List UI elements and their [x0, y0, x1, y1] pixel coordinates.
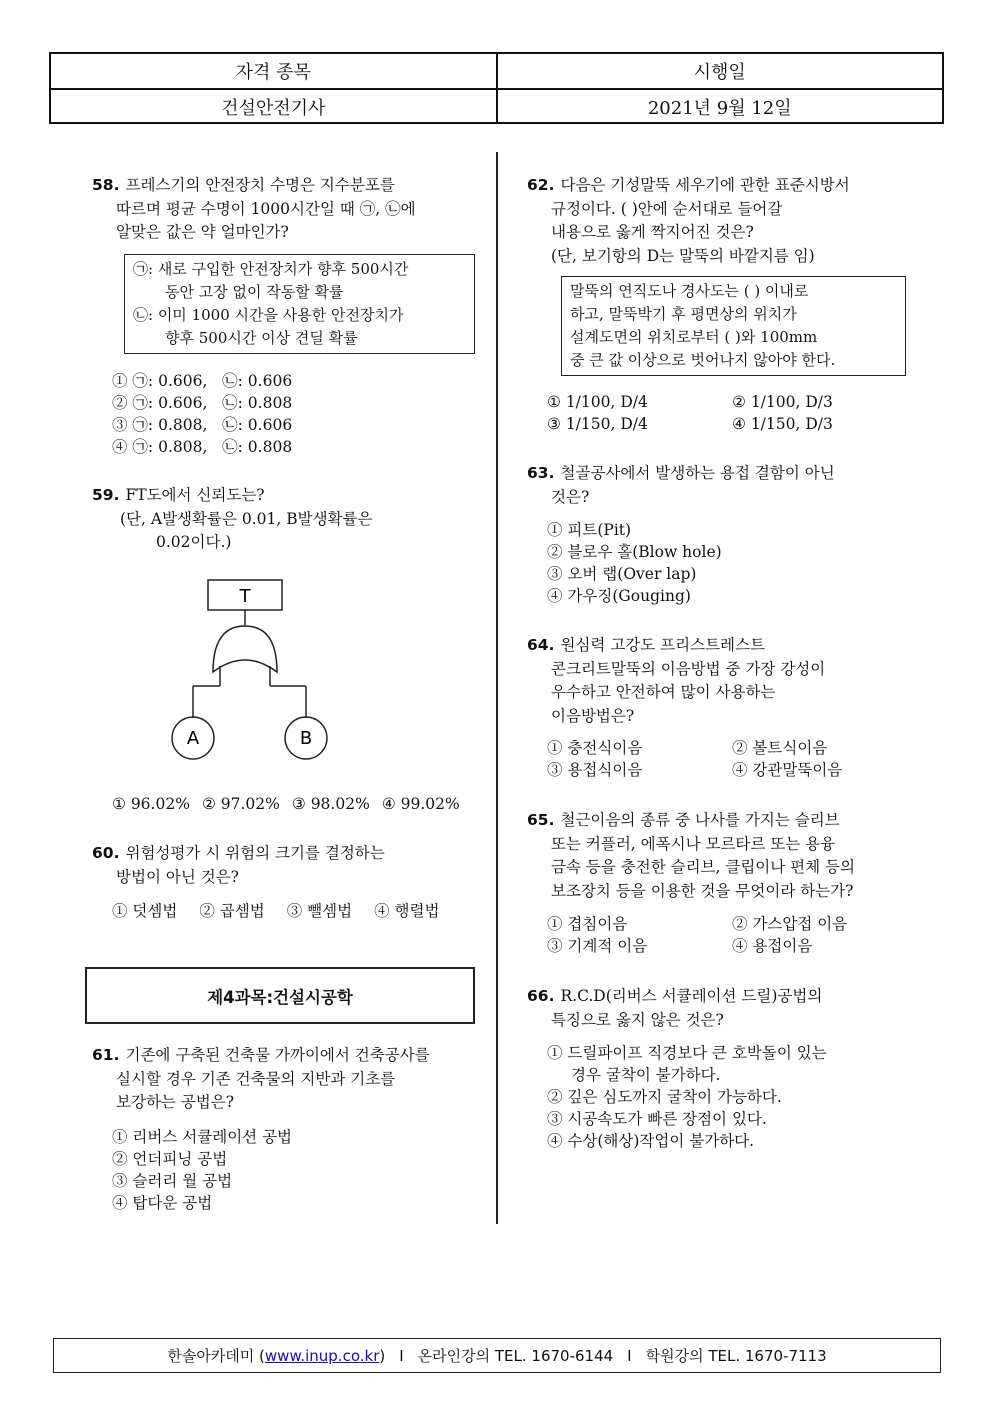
- or-gate-symbol: [213, 626, 277, 672]
- fault-tree-diagram: [160, 574, 340, 770]
- footer-website-link[interactable]: www.inup.co.kr: [264, 1346, 380, 1365]
- option[interactable]: ① 피트(Pit): [547, 521, 632, 539]
- question-text: 따르며 평균 수명이 1000시간일 때 ㉠, ㉡에: [116, 199, 416, 218]
- question-text: 보조장치 등을 이용한 것을 무엇이라 하는가?: [551, 881, 854, 900]
- question-text: 우수하고 안전하여 많이 사용하는: [551, 683, 776, 701]
- question-text: 방법이 아닌 것은?: [116, 867, 239, 886]
- header-qualification-label: 자격 종목: [235, 62, 311, 83]
- footer-online-phone: 온라인강의 TEL. 1670-6144: [417, 1347, 614, 1365]
- question-63: [527, 462, 927, 509]
- question-number: 59.: [92, 486, 120, 504]
- question-number: 62.: [527, 176, 555, 194]
- option[interactable]: ② 언더피닝 공법: [112, 1150, 228, 1168]
- question-58: [92, 174, 487, 245]
- option[interactable]: ② 곱셈법: [199, 902, 265, 920]
- condition-text: 하고, 말뚝박기 후 평면상의 위치가: [570, 305, 797, 323]
- question-text: (단, 보기항의 D는 말뚝의 바깥지름 임): [551, 246, 815, 265]
- option[interactable]: ① 겹침이음: [547, 915, 628, 933]
- option[interactable]: ① 드릴파이프 직경보다 큰 호박돌이 있는: [547, 1044, 827, 1062]
- question-59: [92, 484, 487, 555]
- question-number: 60.: [92, 844, 120, 862]
- question-64: [527, 634, 927, 728]
- question-number: 66.: [527, 987, 555, 1005]
- option[interactable]: ② ㉠: 0.606, ㉡: 0.808: [112, 394, 293, 412]
- condition-text: 말뚝의 연직도나 경사도는 ( ) 이내로: [570, 282, 809, 300]
- question-text: 또는 커플러, 에폭시나 모르타르 또는 용융: [551, 834, 836, 853]
- question-60: [92, 842, 487, 889]
- option[interactable]: ③ ㉠: 0.808, ㉡: 0.606: [112, 416, 293, 434]
- question-61: [92, 1044, 492, 1115]
- footer-separator: I: [627, 1346, 632, 1365]
- header-qualification-value: 건설안전기사: [221, 98, 326, 119]
- condition-text: ㉡: 이미 1000 시간을 사용한 안전장치가: [133, 306, 404, 324]
- option[interactable]: ② 가스압접 이음: [732, 915, 848, 933]
- option[interactable]: ① 리버스 서큘레이션 공법: [112, 1128, 293, 1146]
- option[interactable]: ① 1/100, D/4: [547, 393, 648, 411]
- option[interactable]: ③ 98.02%: [291, 795, 370, 813]
- question-58-options: [112, 370, 292, 458]
- question-text: (단, A발생확률은 0.01, B발생확률은: [120, 509, 373, 528]
- option[interactable]: ③ 시공속도가 빠른 장점이 있다.: [547, 1110, 767, 1128]
- header-date-value: 2021년 9월 12일: [496, 90, 943, 124]
- question-63-options: [547, 519, 722, 607]
- footer-offline-phone: 학원강의 TEL. 1670-7113: [645, 1347, 827, 1365]
- option[interactable]: ② 깊은 심도까지 굴착이 가능하다.: [547, 1088, 782, 1106]
- question-64-options: [547, 737, 917, 781]
- question-text: 철근이음의 종류 중 나사를 가지는 슬리브: [560, 811, 840, 829]
- question-text: R.C.D(리버스 서큘레이션 드릴)공법의: [560, 987, 823, 1005]
- question-text: 콘크리트말뚝의 이음방법 중 가장 강성이: [551, 659, 826, 678]
- question-62: [527, 174, 927, 268]
- question-text: 실시할 경우 기존 건축물의 지반과 기초를: [116, 1069, 396, 1088]
- question-62-condition-box: [561, 276, 906, 376]
- question-65: [527, 809, 947, 903]
- top-event-label: T: [239, 586, 251, 607]
- question-62-options: [547, 391, 917, 435]
- option-continuation: 경우 굴착이 불가하다.: [571, 1066, 721, 1084]
- question-number: 58.: [92, 176, 120, 194]
- question-text: 내용으로 옳게 짝지어진 것은?: [551, 223, 754, 241]
- condition-text: 중 큰 값 이상으로 벗어나지 않아야 한다.: [570, 351, 836, 369]
- question-text: 기존에 구축된 건축물 가까이에서 건축공사를: [125, 1046, 430, 1064]
- option[interactable]: ④ 용접이음: [732, 937, 813, 955]
- option[interactable]: ④ 행렬법: [374, 902, 440, 920]
- option[interactable]: ① ㉠: 0.606, ㉡: 0.606: [112, 372, 293, 390]
- option[interactable]: ③ 뺄셈법: [286, 902, 353, 920]
- question-60-options: [112, 900, 439, 922]
- condition-text: ㉠: 새로 구입한 안전장치가 향후 500시간: [133, 260, 409, 278]
- column-divider: [496, 152, 498, 1224]
- condition-text: 동안 고장 없이 작동할 확률: [165, 283, 344, 301]
- option[interactable]: ③ 1/150, D/4: [547, 415, 648, 433]
- option[interactable]: ④ 탑다운 공법: [112, 1194, 213, 1212]
- question-61-options: [112, 1126, 292, 1214]
- question-text: 프레스기의 안전장치 수명은 지수분포를: [125, 176, 395, 194]
- condition-text: 향후 500시간 이상 견딜 확률: [165, 329, 358, 347]
- option[interactable]: ③ 용접식이음: [547, 761, 643, 779]
- question-text: 위험성평가 시 위험의 크기를 결정하는: [125, 844, 385, 862]
- option[interactable]: ① 덧셈법: [112, 902, 178, 920]
- question-text: 철골공사에서 발생하는 용접 결함이 아닌: [560, 464, 835, 482]
- option[interactable]: ③ 기계적 이음: [547, 937, 648, 955]
- option[interactable]: ④ 수상(해상)작업이 불가하다.: [547, 1132, 755, 1150]
- footer-brand: 한솔아카데미 (: [167, 1347, 265, 1365]
- question-text: FT도에서 신뢰도는?: [125, 486, 265, 504]
- question-text: 특징으로 옳지 않은 것은?: [551, 1010, 724, 1029]
- question-text: 보강하는 공법은?: [116, 1093, 235, 1111]
- option[interactable]: ② 블로우 홀(Blow hole): [547, 543, 722, 561]
- basic-event-a-label: A: [186, 728, 200, 749]
- subject-heading: 제4과목:건설시공학: [85, 967, 475, 1024]
- footer-bar: [53, 1338, 941, 1373]
- question-number: 61.: [92, 1046, 120, 1064]
- exam-header-table: [49, 52, 944, 124]
- question-66-options: [547, 1042, 827, 1152]
- question-text: 알맞은 값은 약 얼마인가?: [116, 223, 289, 241]
- option[interactable]: ④ 강관말뚝이음: [732, 761, 843, 779]
- question-text: 다음은 기성말뚝 세우기에 관한 표준시방서: [560, 176, 850, 194]
- option[interactable]: ③ 오버 랩(Over lap): [547, 565, 697, 583]
- question-65-options: [547, 913, 917, 957]
- basic-event-b-label: B: [299, 728, 313, 749]
- option[interactable]: ④ ㉠: 0.808, ㉡: 0.808: [112, 438, 293, 456]
- question-text: 원심력 고강도 프리스트레스트: [560, 636, 765, 654]
- option[interactable]: ④ 가우징(Gouging): [547, 587, 691, 605]
- option[interactable]: ④ 1/150, D/3: [732, 415, 833, 433]
- question-text: 규정이다. ( )안에 순서대로 들어갈: [551, 199, 783, 218]
- question-text: 0.02이다.): [156, 533, 232, 551]
- option[interactable]: ② 97.02%: [201, 795, 280, 813]
- option[interactable]: ④ 99.02%: [381, 795, 460, 813]
- option[interactable]: ② 볼트식이음: [732, 739, 828, 757]
- option[interactable]: ② 1/100, D/3: [732, 393, 833, 411]
- footer-separator: I: [399, 1346, 404, 1365]
- question-number: 65.: [527, 811, 555, 829]
- question-59-options: [112, 793, 460, 815]
- question-text: 금속 등을 충전한 슬리브, 클립이나 편체 등의: [551, 858, 856, 876]
- footer-brand-end: ): [379, 1346, 386, 1365]
- option[interactable]: ① 96.02%: [112, 795, 190, 813]
- header-date-label: 시행일: [496, 54, 943, 88]
- question-number: 64.: [527, 636, 555, 654]
- question-number: 63.: [527, 464, 555, 482]
- option[interactable]: ③ 슬러리 월 공법: [112, 1172, 233, 1190]
- question-text: 것은?: [551, 487, 590, 506]
- condition-text: 설계도면의 위치로부터 ( )와 100mm: [570, 328, 818, 346]
- question-58-condition-box: [124, 254, 475, 354]
- question-text: 이음방법은?: [551, 706, 635, 725]
- option[interactable]: ① 충전식이음: [547, 739, 643, 757]
- question-66: [527, 985, 927, 1032]
